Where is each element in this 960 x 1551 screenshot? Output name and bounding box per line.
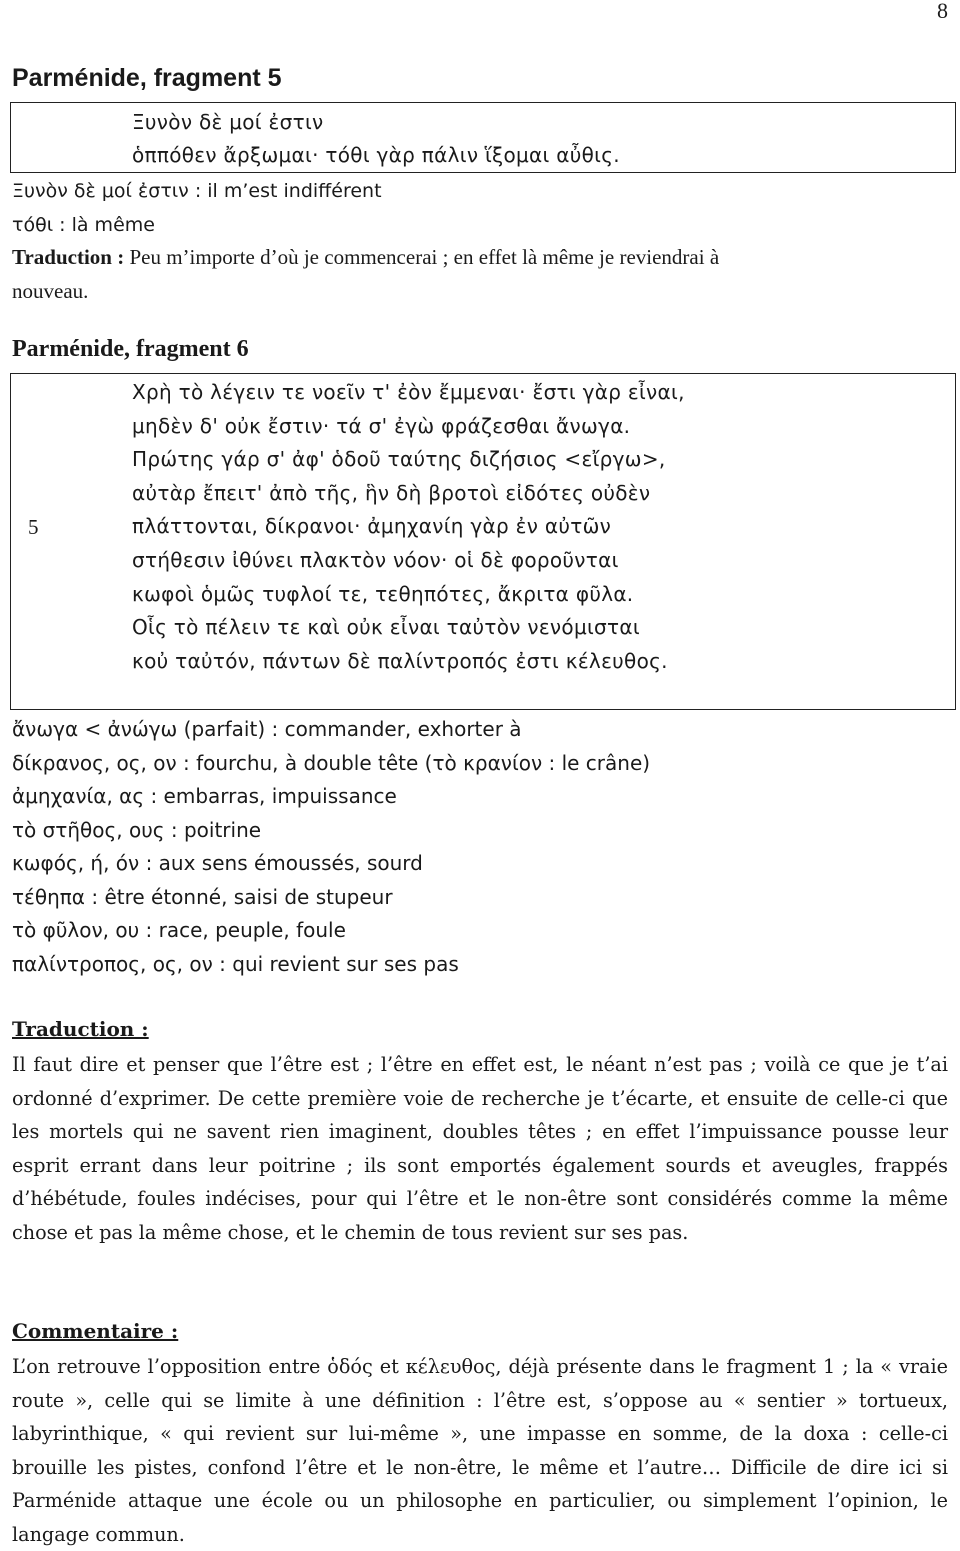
gloss-text: Ξυνὸν δὲ μοί ἐστιν : il m’est indifférent: [12, 180, 382, 202]
commentary-heading: Commentaire :: [12, 1319, 179, 1343]
vocabulary-item: ἄνωγα < ἀνώγω (parfait) : commander, exhorter à: [12, 717, 522, 741]
vocabulary-item: τέθηπα : être étonné, saisi de stupeur: [12, 885, 393, 909]
fragment6-verse: Οἷς τὸ πέλειν τε καὶ οὐκ εἶναι ταὐτὸν νενόμισται: [132, 615, 640, 639]
translation-text: Peu m’importe d’où je commencerai ; en effet là même je reviendrai à: [124, 245, 720, 269]
translation-heading: Traduction :: [12, 1017, 149, 1041]
fragment5-translation: [12, 245, 719, 270]
fragment6-verse: Χρὴ τὸ λέγειν τε νοεῖν τ' ἐὸν ἔμμεναι· ἔστι γὰρ εἶναι,: [132, 380, 685, 404]
verse-number: 5: [28, 515, 39, 539]
fragment5-gloss: [12, 212, 155, 237]
fragment6-verse: αὐτὰρ ἔπειτ' ἀπὸ τῆς, ἣν δὴ βροτοὶ εἰδότες οὐδὲν: [132, 481, 651, 505]
page-number: 8: [937, 0, 948, 23]
fragment5-title: Parménide, fragment 5: [12, 64, 282, 92]
vocabulary-item: παλίντροπος, ος, ον : qui revient sur ses pas: [12, 952, 459, 976]
fragment6-verse: κοὐ ταὐτόν, πάντων δὲ παλίντροπός ἐστι κέλευθος.: [132, 649, 668, 673]
vocabulary-item: δίκρανος, ος, ον : fourchu, à double tête (τὸ κρανίον : le crâne): [12, 751, 651, 775]
vocabulary-item: τὸ στῆθος, ους : poitrine: [12, 818, 262, 842]
fragment5-gloss: [12, 178, 382, 203]
translation-label: Traduction :: [12, 245, 125, 269]
fragment6-title: Parménide, fragment 6: [12, 336, 249, 362]
vocabulary-item: τὸ φῦλον, ου : race, peuple, foule: [12, 918, 346, 942]
commentary-paragraph: L’on retrouve l’opposition entre ὁδός et κέλευθος, déjà présente dans le fragment 1 ; la « vraie route », celle qui se limite à une définition : l’être est, s’oppose au « sentier » tortueux, labyrinthique, « qui revient sur lui-même », une impasse en somme, de la doxa : celle-ci brouille les pistes, confond l’être et le non-être, le même et l’autre… Difficile de dire ici si Parménide attaque une école ou un philosophe en particulier, ou simplement l’opinion, le langage commun.: [12, 1355, 948, 1546]
vocabulary-item: ἀμηχανία, ας : embarras, impuissance: [12, 784, 397, 808]
fragment6-verse: πλάττονται, δίκρανοι· ἀμηχανίη γὰρ ἐν αὐτῶν: [132, 514, 612, 538]
fragment6-verse: στήθεσιν ἰθύνει πλακτὸν νόον· οἱ δὲ φοροῦνται: [132, 548, 619, 572]
fragment5-verse: Ξυνὸν δὲ μοί ἐστιν: [132, 110, 324, 134]
translation-paragraph: Il faut dire et penser que l’être est ; l’être en effet est, le néant n’est pas ; voilà ce que je t’ai ordonné d’exprimer. De cette première voie de recherche je t’écarte, et ensuite de celle-ci que les mortels qui ne savent rien imaginent, doubles têtes ; en effet l’impuissance pousse leur esprit errant dans leur poitrine ; ils sont emportés également sourds et aveugles, frappés d’hébétude, foules indécises, pour qui l’être et le non-être sont considérés comme la même chose et pas la même chose, et le chemin de tous revient sur ses pas.: [12, 1053, 948, 1244]
vocabulary-item: κωφός, ή, όν : aux sens émoussés, sourd: [12, 851, 423, 875]
fragment5-translation-continued: nouveau.: [12, 279, 89, 303]
fragment5-verse: ὁππόθεν ἄρξωμαι· τόθι γὰρ πάλιν ἵξομαι αὖθις.: [132, 143, 620, 167]
fragment6-verse: μηδὲν δ' οὐκ ἔστιν· τά σ' ἐγὼ φράζεσθαι ἄνωγα.: [132, 414, 631, 438]
fragment6-verse: κωφοὶ ὁμῶς τυφλοί τε, τεθηπότες, ἄκριτα φῦλα.: [132, 582, 634, 606]
fragment6-verse: Πρώτης γάρ σ' ἀφ' ὁδοῦ ταύτης διζήσιος <εἴργω>,: [132, 447, 666, 471]
gloss-text: τόθι : là même: [12, 214, 155, 236]
